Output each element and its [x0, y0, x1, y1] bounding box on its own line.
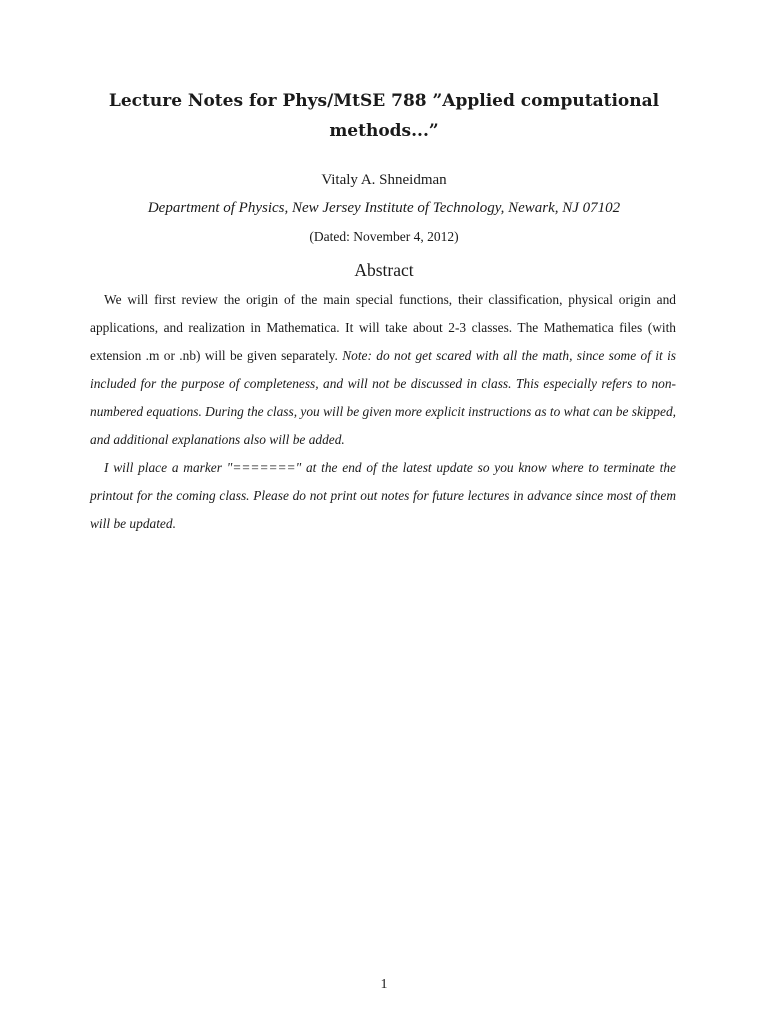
page-number: 1 [380, 977, 388, 992]
abstract-paragraph-1 [90, 286, 676, 454]
author-affiliation: Department of Physics, New Jersey Institute of Technology, Newark, NJ 07102 [147, 200, 621, 216]
date-line: (Dated: November 4, 2012) [309, 229, 459, 244]
abstract-paragraph-1-text: We will first review the origin of the main special functions, their classification, physical origin and applications, and realization in Mathematica. It will take about 2-3 classes. The Mathematica files (with extension .m or .nb) will be given separately. [90, 292, 676, 363]
paper-title [90, 86, 678, 146]
abstract-heading: Abstract [354, 260, 414, 280]
abstract-body [90, 286, 676, 538]
paper-title-line-1: Lecture Notes for Phys/MtSE 788 ”Applied computational [108, 91, 660, 111]
author-name: Vitaly A. Shneidman [321, 172, 447, 188]
abstract-paragraph-2: I will place a marker "=======" at the end of the latest update so you know where to terminate the printout for the coming class. Please do not print out notes for future lectures in advance since most of them will be updated. [90, 460, 676, 531]
abstract-paragraph-1-note: Note: do not get scared with all the math, since some of it is included for the purpose of completeness, and will not be discussed in class. This especially refers to non-numbered equations. During the class, you will be given more explicit instructions as to what can be skipped, and additional explanations also will be added. [90, 348, 676, 447]
paper-title-line-2: methods...” [329, 121, 439, 141]
